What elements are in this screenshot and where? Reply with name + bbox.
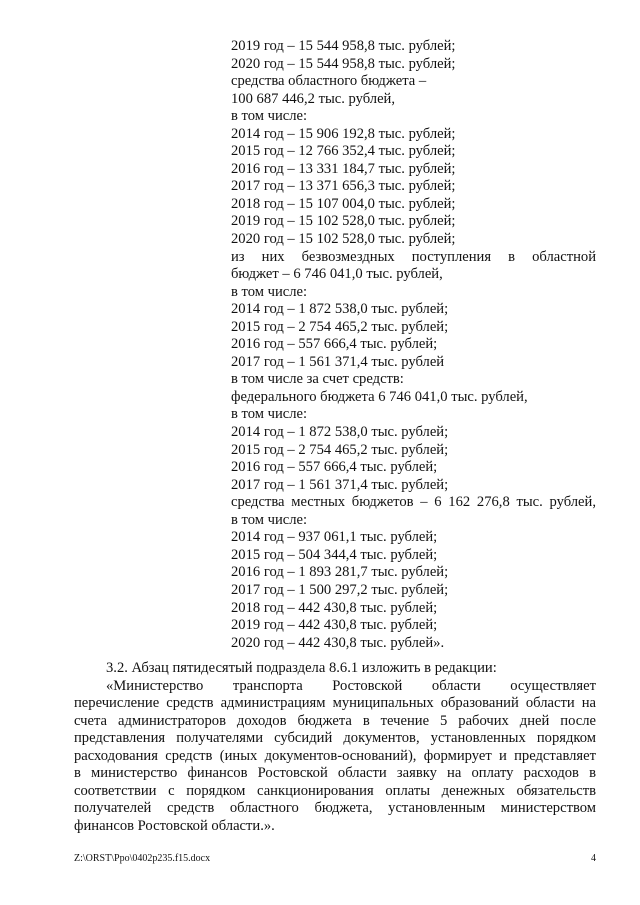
list-item: 2015 год – 2 754 465,2 тыс. рублей;: [231, 318, 449, 335]
list-item: 2016 год – 557 666,4 тыс. рублей;: [231, 336, 438, 353]
list-item: 2016 год – 13 331 184,7 тыс. рублей;: [231, 160, 456, 177]
paragraph-line: соответствии с порядком санкционирования оплаты денежных обязательств: [74, 782, 596, 799]
list-item: 2016 год – 557 666,4 тыс. рублей;: [231, 459, 438, 476]
list-item: 2014 год – 1 872 538,0 тыс. рублей;: [231, 301, 449, 318]
funding-list: [231, 38, 596, 652]
list-item: 2014 год – 15 906 192,8 тыс. рублей;: [231, 125, 456, 142]
list-item: 2017 год – 1 561 371,4 тыс. рублей: [231, 353, 445, 370]
amendment-section: [74, 660, 596, 835]
paragraph-line: расходования средств (иных документов-оснований), формирует и представляет: [74, 747, 596, 764]
paragraph-line: счета администраторов доходов бюджета в течение 5 рабочих дней после: [74, 712, 596, 729]
paragraph-line: в министерство финансов Ростовской области заявку на оплату расходов в: [74, 765, 596, 782]
paragraph-line: представления получателями субсидий документов, установленных порядком: [74, 730, 596, 747]
file-path: Z:\ORST\Ppo\0402p235.f15.docx: [74, 853, 211, 864]
list-item: федерального бюджета 6 746 041,0 тыс. рублей,: [231, 388, 528, 405]
list-item: из них безвозмездных поступления в областной: [231, 248, 596, 265]
list-item: 2020 год – 442 430,8 тыс. рублей».: [231, 634, 445, 651]
paragraph-line: финансов Ростовской области.».: [74, 817, 275, 834]
list-item: 2017 год – 1 561 371,4 тыс. рублей;: [231, 476, 449, 493]
list-item: в том числе:: [231, 511, 308, 528]
list-item: 2015 год – 12 766 352,4 тыс. рублей;: [231, 143, 456, 160]
section-heading: 3.2. Абзац пятидесятый подраздела 8.6.1 изложить в редакции:: [106, 660, 497, 676]
list-item: 2017 год – 1 500 297,2 тыс. рублей;: [231, 581, 449, 598]
paragraph-line: перечисление средств администрациям муниципальных образований области на: [74, 695, 596, 712]
list-item: в том числе:: [231, 108, 308, 125]
list-item: 2017 год – 13 371 656,3 тыс. рублей;: [231, 178, 456, 195]
list-item: 2019 год – 442 430,8 тыс. рублей;: [231, 617, 438, 634]
list-item: 2015 год – 504 344,4 тыс. рублей;: [231, 546, 438, 563]
list-item: в том числе:: [231, 406, 308, 423]
list-item: средства областного бюджета –: [231, 73, 427, 90]
list-item: 2016 год – 1 893 281,7 тыс. рублей;: [231, 564, 449, 581]
list-item: 2018 год – 15 107 004,0 тыс. рублей;: [231, 195, 456, 212]
paragraph-line: получателей средств областного бюджета, установленным министерством: [74, 800, 596, 817]
list-item: средства местных бюджетов – 6 162 276,8 тыс. рублей,: [231, 494, 596, 511]
page-footer: [74, 853, 596, 864]
list-item: 2014 год – 1 872 538,0 тыс. рублей;: [231, 424, 449, 441]
page-number: 4: [591, 853, 596, 864]
list-item: 2020 год – 15 102 528,0 тыс. рублей;: [231, 231, 456, 248]
list-item: в том числе за счет средств:: [231, 371, 404, 388]
list-item: 2020 год – 15 544 958,8 тыс. рублей;: [231, 55, 456, 72]
paragraph-line: «Министерство транспорта Ростовской области осуществляет: [106, 677, 596, 694]
list-item: 2015 год – 2 754 465,2 тыс. рублей;: [231, 441, 449, 458]
list-item: 2019 год – 15 544 958,8 тыс. рублей;: [231, 38, 456, 54]
list-item: 2019 год – 15 102 528,0 тыс. рублей;: [231, 213, 456, 230]
list-item: 100 687 446,2 тыс. рублей,: [231, 90, 396, 107]
list-item: в том числе:: [231, 283, 308, 300]
list-item: бюджет – 6 746 041,0 тыс. рублей,: [231, 266, 443, 283]
list-item: 2018 год – 442 430,8 тыс. рублей;: [231, 599, 438, 616]
list-item: 2014 год – 937 061,1 тыс. рублей;: [231, 529, 438, 546]
